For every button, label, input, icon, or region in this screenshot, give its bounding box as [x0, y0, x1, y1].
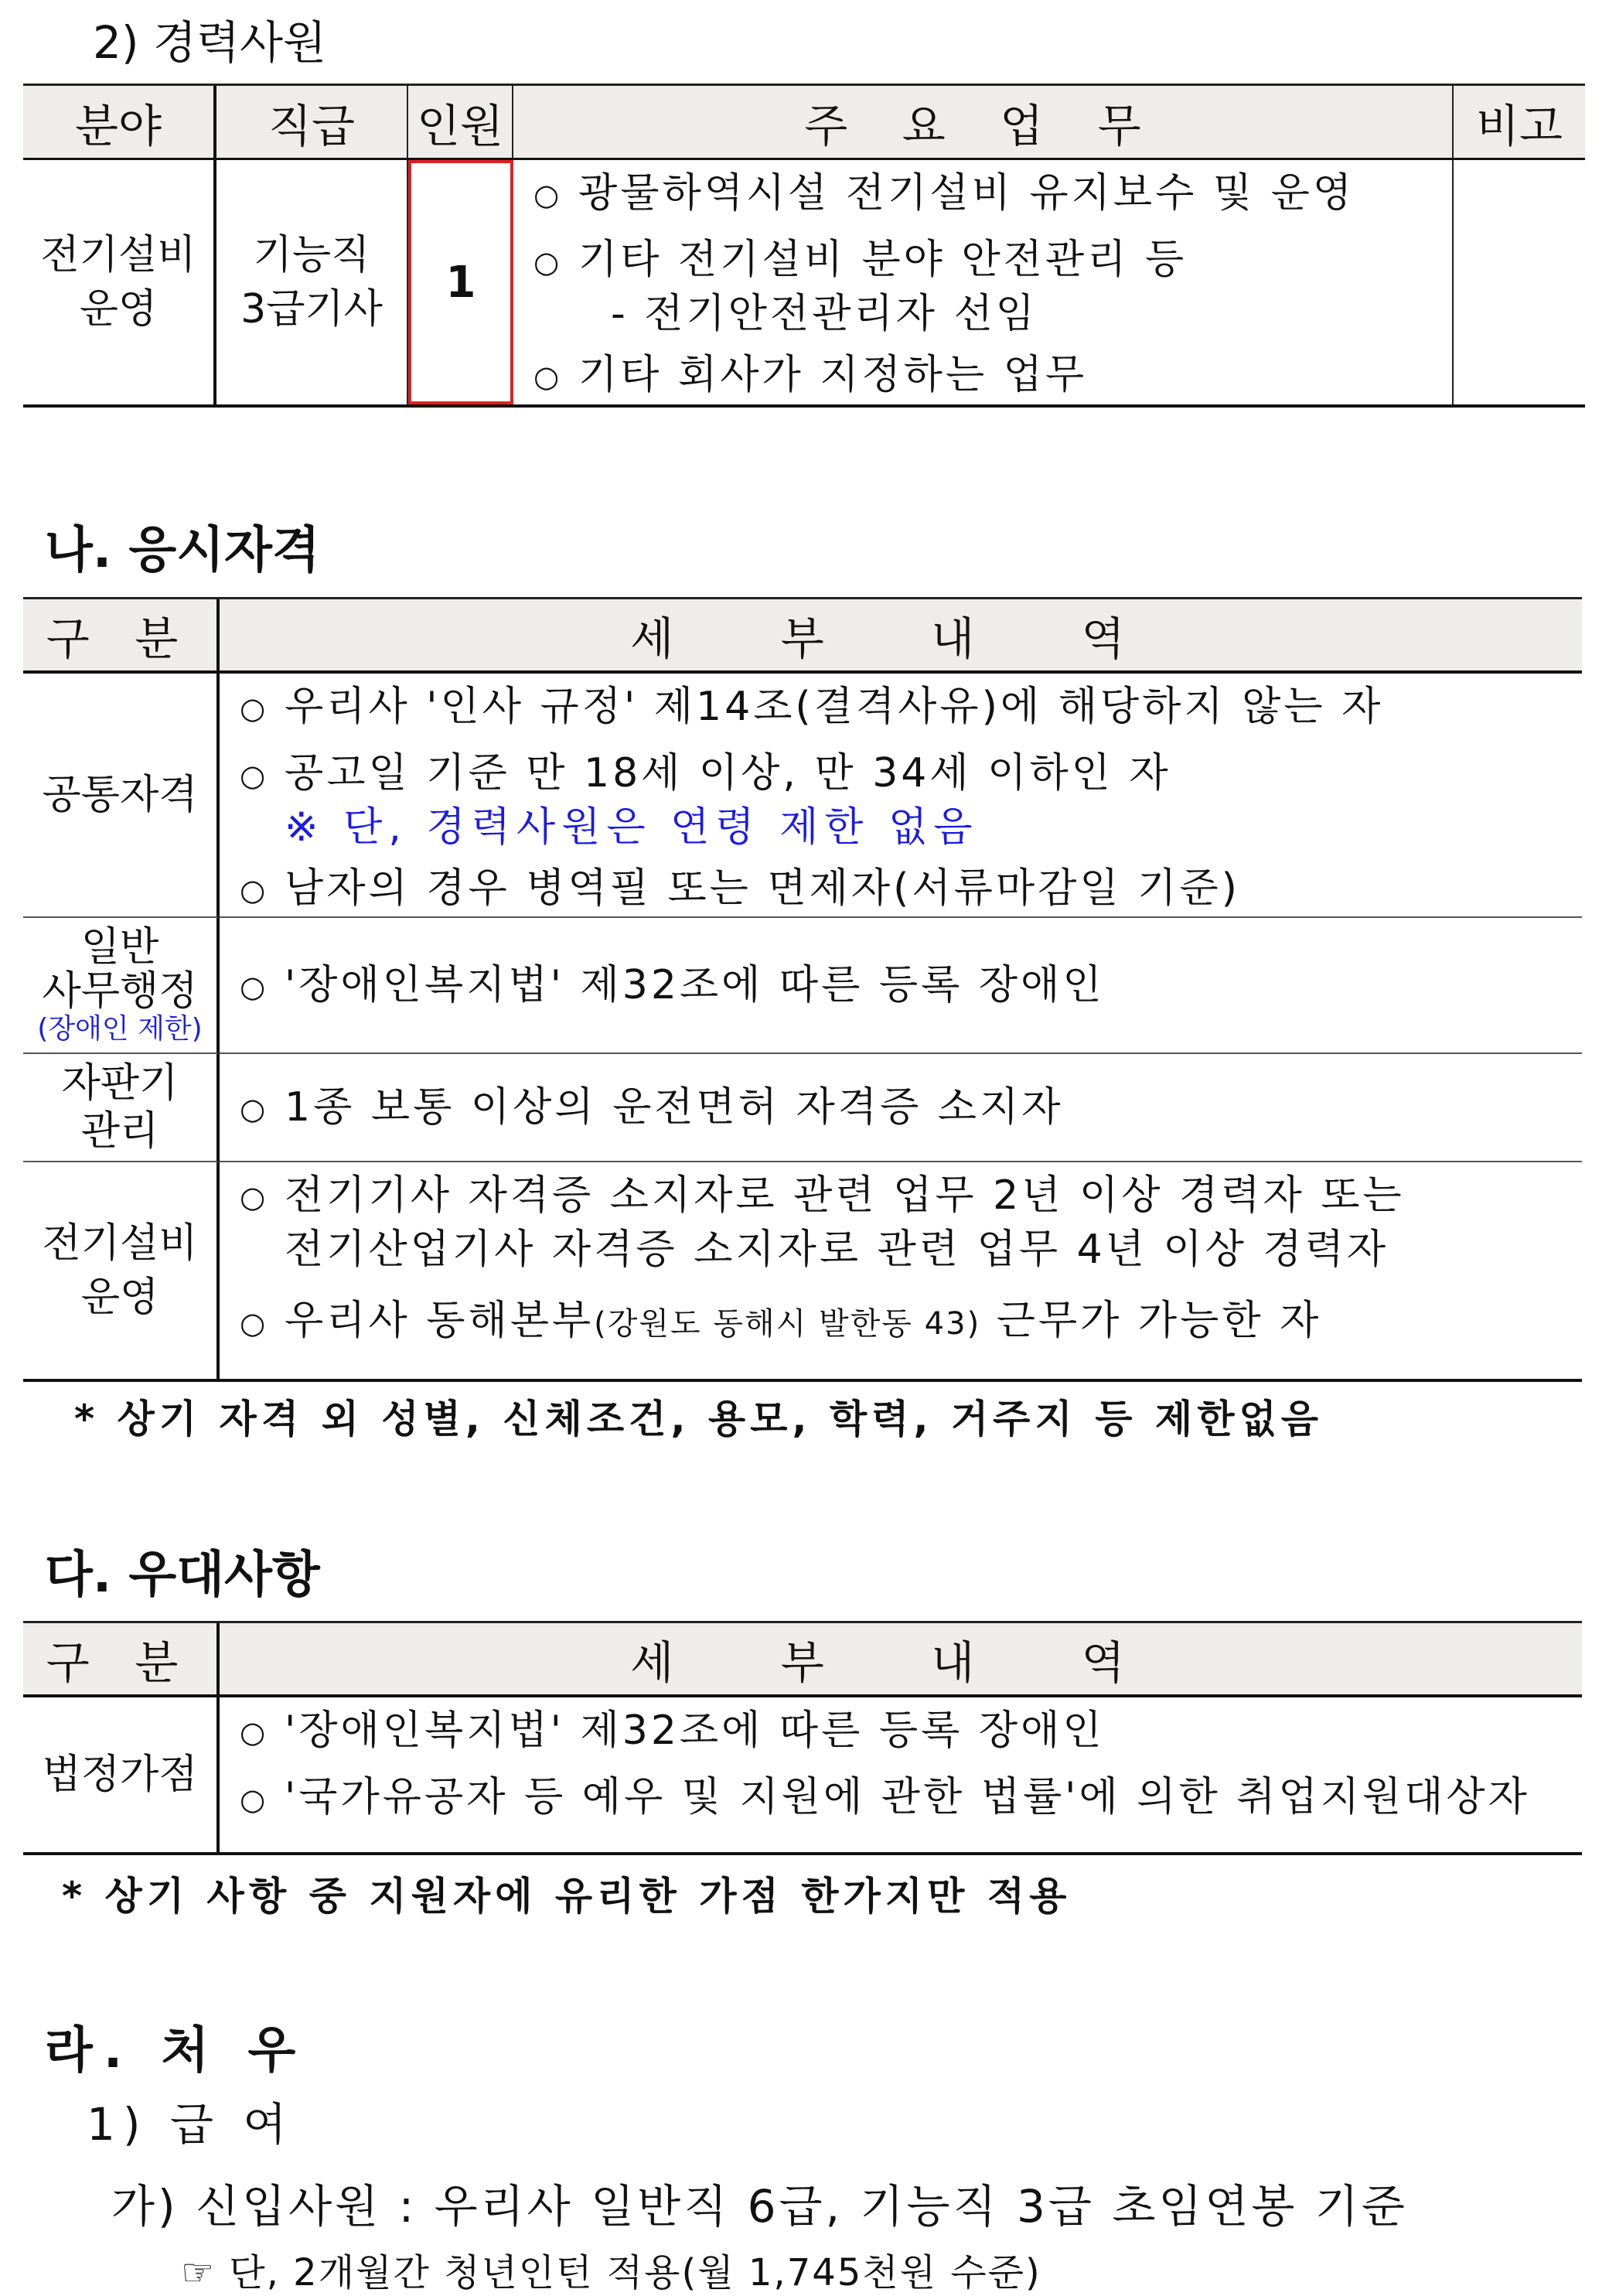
qualification-item: ○ 남자의 경우 병역필 또는 면제자(서류마감일 기준)	[240, 861, 1240, 916]
duty-subitem: - 전기안전관리자 선임	[611, 291, 1038, 338]
qualification-item: ○ 공고일 기준 만 18세 이상, 만 34세 이하인 자	[240, 746, 1171, 800]
qualification-item	[240, 1294, 1321, 1348]
duties-cell	[513, 160, 1454, 404]
address-text: (강원도 동해시 발한동 43)	[594, 1306, 981, 1342]
qualifications-table	[23, 597, 1582, 1382]
header-details: 세 부 내 역	[220, 1623, 1582, 1697]
age-note: ※ 단, 경력사원은 연령 제한 없음	[285, 804, 979, 851]
details-general-admin	[220, 918, 1582, 1054]
category-general-admin	[23, 918, 220, 1054]
header-count: 인원	[408, 86, 513, 160]
category-electrical	[23, 1162, 220, 1379]
details-common	[220, 674, 1582, 918]
duty-item: ○ 광물하역시설 전기설비 유지보수 및 운영	[533, 166, 1355, 220]
field-line2: 운영	[79, 286, 158, 333]
category-vending	[23, 1054, 220, 1162]
category-label-line1: 일반	[80, 924, 159, 971]
qualifications-footnote: * 상기 자격 외 성별, 신체조건, 용모, 학력, 거주지 등 제한없음	[74, 1397, 1324, 1441]
category-label-line2: 운영	[80, 1274, 159, 1321]
category-restriction: (장애인 제한)	[37, 1013, 203, 1046]
count-cell: 1	[408, 160, 513, 404]
qualification-item-cont: 전기산업기사 자격증 소지자로 관련 업무 4년 이상 경력자	[285, 1226, 1389, 1274]
qualification-item: ○ 1종 보통 이상의 운전면허 자격증 소지자	[240, 1080, 1063, 1134]
details-legal-points	[220, 1697, 1582, 1852]
remark-cell	[1454, 160, 1585, 404]
details-electrical	[220, 1162, 1582, 1379]
header-category: 구 분	[23, 599, 220, 674]
preferences-table	[23, 1621, 1582, 1855]
header-remark: 비고	[1454, 86, 1585, 160]
section-title-experienced: 2) 경력사원	[93, 16, 327, 69]
qualification-item-text: 우리사 동해본부	[285, 1298, 595, 1345]
section-title-preferences: 다. 우대사항	[45, 1547, 320, 1604]
qualification-item-text: 근무가 가능한 자	[980, 1298, 1322, 1345]
section-title-qualifications: 나. 응시자격	[45, 522, 320, 579]
header-duties: 주 요 업 무	[513, 86, 1454, 160]
new-hire-salary: 가) 신입사원 : 우리사 일반직 6급, 기능직 3급 초임연봉 기준	[111, 2180, 1408, 2233]
category-label-line1: 자판기	[61, 1059, 179, 1107]
category-legal-points: 법정가점	[23, 1697, 220, 1852]
intern-note: ☞ 단, 2개월간 청년인턴 적용(월 1,745천원 수준)	[181, 2251, 1041, 2294]
category-label-line2: 관리	[80, 1108, 159, 1155]
header-category: 구 분	[23, 1623, 220, 1697]
rank-cell	[216, 160, 408, 404]
field-cell	[23, 160, 216, 404]
rank-line2: 3급기사	[240, 286, 383, 333]
header-field: 분야	[23, 86, 216, 160]
qualification-item: ○ '장애인복지법' 제32조에 따른 등록 장애인	[240, 958, 1105, 1012]
duty-item: ○ 기타 회사가 지정하는 업무	[533, 348, 1087, 402]
rank-line1: 기능직	[253, 231, 370, 278]
salary-heading: 1) 급 여	[87, 2098, 295, 2151]
section-title-compensation: 라. 처 우	[45, 2022, 307, 2079]
header-details: 세 부 내 역	[220, 599, 1582, 674]
duty-item: ○ 기타 전기설비 분야 안전관리 등	[533, 233, 1187, 287]
details-vending	[220, 1054, 1582, 1162]
preference-item: ○ '국가유공자 등 예우 및 지원에 관한 법률'에 의한 취업지원대상자	[240, 1770, 1530, 1824]
category-common: 공통자격	[23, 674, 220, 918]
field-line1: 전기설비	[40, 231, 196, 278]
preference-item: ○ '장애인복지법' 제32조에 따른 등록 장애인	[240, 1704, 1105, 1758]
category-label-line2: 사무행정	[42, 968, 198, 1015]
preferences-footnote: * 상기 사항 중 지원자에 유리한 가점 한가지만 적용	[62, 1874, 1072, 1919]
header-rank: 직급	[216, 86, 408, 160]
experienced-table	[23, 84, 1585, 408]
qualification-item: ○ 전기기사 자격증 소지자로 관련 업무 2년 이상 경력자 또는	[240, 1168, 1405, 1223]
category-label-line1: 전기설비	[42, 1220, 198, 1267]
qualification-item: ○ 우리사 '인사 규정' 제14조(결격사유)에 해당하지 않는 자	[240, 680, 1383, 734]
